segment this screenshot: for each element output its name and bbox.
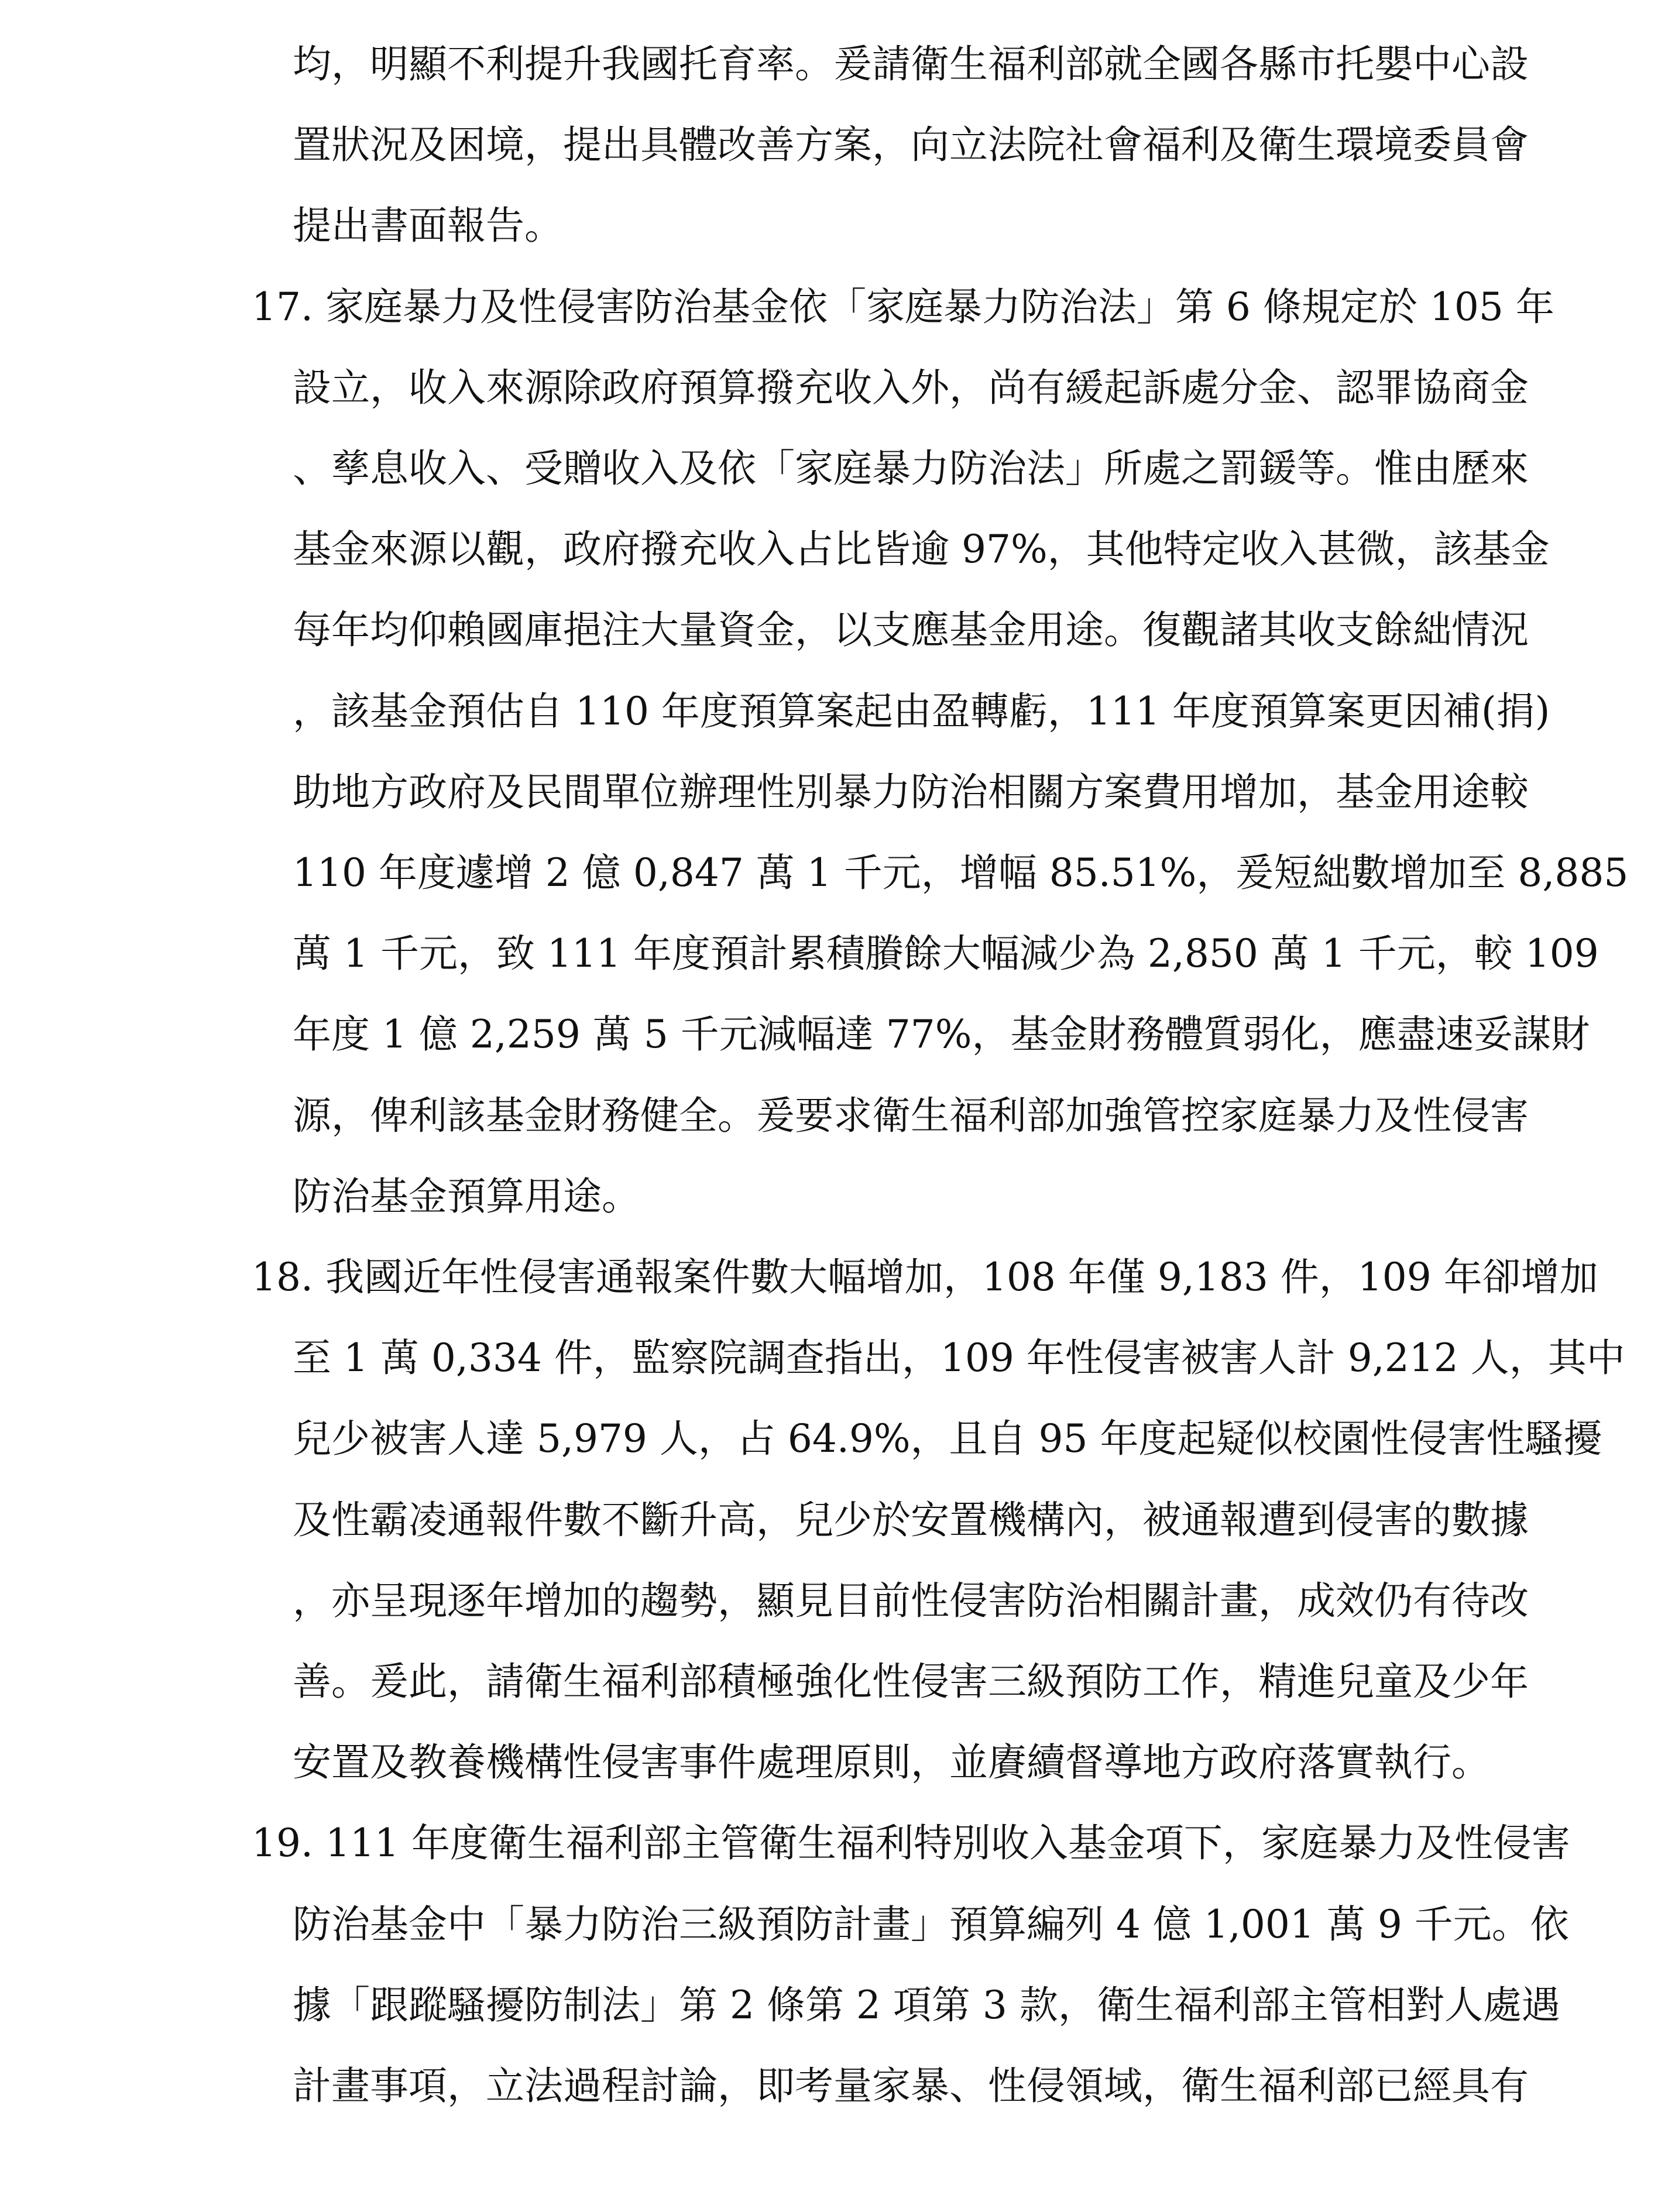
text-line: 每年均仰賴國庫挹注大量資金，以支應基金用途。復觀諸其收支餘絀情況 — [293, 607, 1529, 653]
text-line: 18. 我國近年性侵害通報案件數大幅增加，108 年僅 9,183 件，109 年卻增加 — [252, 1255, 1598, 1300]
text-line: 至 1 萬 0,334 件，監察院調查指出，109 年性侵害被害人計 9,212 人，其中 — [293, 1335, 1625, 1381]
text-line: 均，明顯不利提升我國托育率。爰請衛生福利部就全國各縣市托嬰中心設 — [293, 42, 1529, 87]
text-line: ，亦呈現逐年增加的趨勢，顯見目前性侵害防治相關計畫，成效仍有待改 — [293, 1578, 1529, 1623]
text-line: 防治基金中「暴力防治三級預防計畫」預算編列 4 億 1,001 萬 9 千元。依 — [293, 1901, 1569, 1947]
text-line: 、孳息收入、受贈收入及依「家庭暴力防治法」所處之罰鍰等。惟由歷來 — [293, 446, 1529, 491]
text-line: 計畫事項，立法過程討論，即考量家暴、性侵領域，衛生福利部已經具有 — [293, 2063, 1529, 2108]
text-line: 萬 1 千元，致 111 年度預計累積賸餘大幅減少為 2,850 萬 1 千元，較 109 — [293, 931, 1599, 977]
text-line: 安置及教養機構性侵害事件處理原則，並賡續督導地方政府落實執行。 — [293, 1740, 1490, 1785]
text-line: 19. 111 年度衛生福利部主管衛生福利特別收入基金項下，家庭暴力及性侵害 — [252, 1821, 1570, 1866]
text-line: 善。爰此，請衛生福利部積極強化性侵害三級預防工作，精進兒童及少年 — [293, 1659, 1529, 1704]
text-line: 年度 1 億 2,259 萬 5 千元減幅達 77%，基金財務體質弱化，應盡速妥謀財 — [293, 1012, 1590, 1057]
text-line: 110 年度遽增 2 億 0,847 萬 1 千元，增幅 85.51%，爰短絀數增加至 8,885 — [293, 850, 1629, 895]
text-line: 設立，收入來源除政府預算撥充收入外，尚有緩起訴處分金、認罪協商金 — [293, 365, 1529, 410]
text-line: 助地方政府及民間單位辦理性別暴力防治相關方案費用增加，基金用途較 — [293, 769, 1529, 815]
text-line: 據「跟蹤騷擾防制法」第 2 條第 2 項第 3 款，衛生福利部主管相對人處遇 — [293, 1982, 1560, 2028]
text-line: 源，俾利該基金財務健全。爰要求衛生福利部加強管控家庭暴力及性侵害 — [293, 1093, 1529, 1138]
text-line: 提出書面報告。 — [293, 203, 563, 249]
text-line: 17. 家庭暴力及性侵害防治基金依「家庭暴力防治法」第 6 條規定於 105 年 — [252, 284, 1554, 329]
text-line: 及性霸凌通報件數不斷升高，兒少於安置機構內，被通報遭到侵害的數據 — [293, 1497, 1529, 1543]
text-line: 防治基金預算用途。 — [293, 1173, 640, 1219]
text-line: 置狀況及困境，提出具體改善方案，向立法院社會福利及衛生環境委員會 — [293, 122, 1529, 168]
text-line: ，該基金預估自 110 年度預算案起由盈轉虧，111 年度預算案更因補(捐) — [293, 688, 1550, 734]
text-line: 兒少被害人達 5,979 人，占 64.9%，且自 95 年度起疑似校園性侵害性騷擾 — [293, 1416, 1602, 1462]
text-line: 基金來源以觀，政府撥充收入占比皆逾 97%，其他特定收入甚微，該基金 — [293, 527, 1550, 572]
